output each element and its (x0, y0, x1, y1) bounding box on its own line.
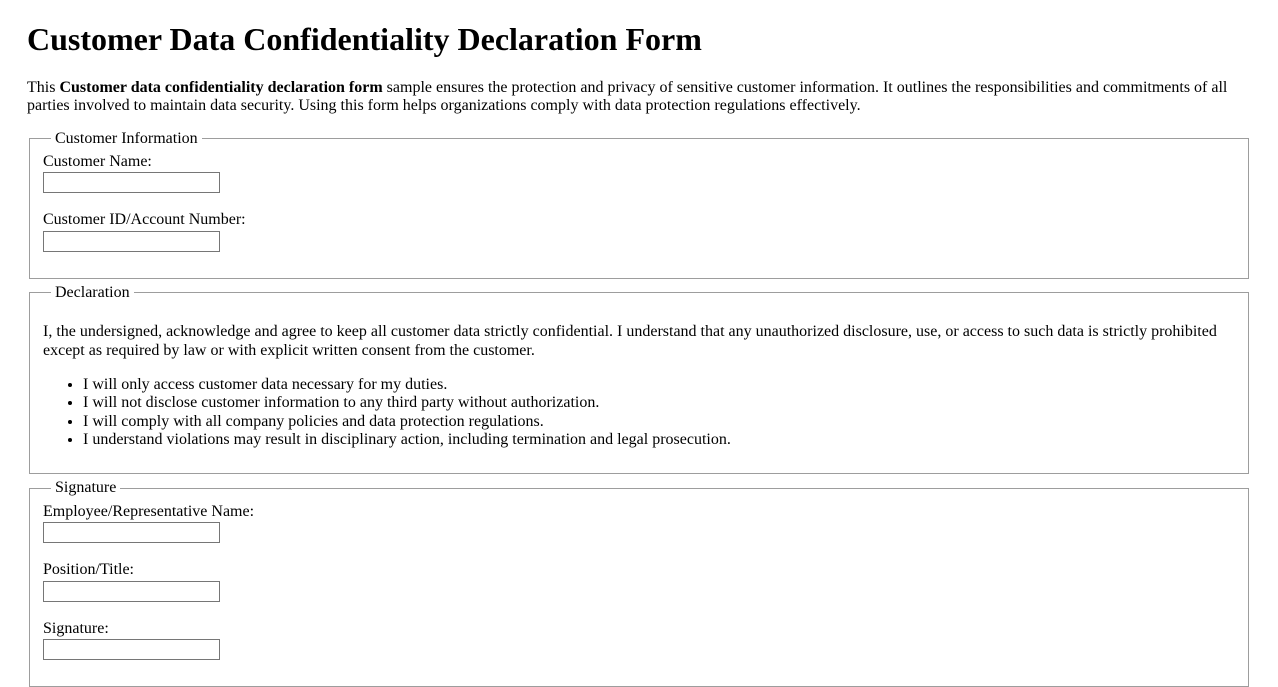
customer-name-field-group (43, 153, 1236, 193)
declaration-bullet-item: • I will only access customer data necessary for my duties. (83, 376, 1236, 394)
declaration-statement: I, the undersigned, acknowledge and agree to keep all customer data strictly confidential. I understand that any unauthorized disclosure, use, or access to such data is strictly prohibited except as required by law or with explicit written consent from the customer. (43, 323, 1217, 359)
customer-information-section (29, 130, 1249, 279)
intro-text-bold: Customer data confidentiality declaration form (59, 78, 383, 96)
declaration-section (29, 284, 1249, 475)
employee-name-input[interactable] (43, 522, 220, 543)
customer-id-label: Customer ID/Account Number: (43, 211, 246, 229)
intro-text-post: sample ensures the protection and privacy of sensitive customer information. It outlines the responsibilities and commitments of all parties involved to maintain data security. Using this form helps organizations comply with data protection regulations effectively. (27, 78, 1228, 115)
intro-paragraph (27, 79, 1251, 116)
customer-id-field-group (43, 211, 1236, 251)
signature-label: Signature: (43, 619, 109, 637)
signature-section (29, 479, 1249, 687)
declaration-bullet-item: • I will comply with all company policies and data protection regulations. (83, 413, 1236, 431)
declaration-legend: Declaration (55, 283, 130, 301)
intro-text-pre: This (27, 78, 60, 96)
confidentiality-form (27, 130, 1251, 687)
page-container (27, 21, 1251, 687)
customer-information-legend: Customer Information (55, 129, 198, 147)
position-title-label: Position/Title: (43, 561, 134, 579)
employee-name-label: Employee/Representative Name: (43, 502, 255, 520)
customer-name-input[interactable] (43, 172, 220, 193)
position-title-field-group (43, 561, 1236, 601)
employee-name-field-group (43, 503, 1236, 543)
position-title-input[interactable] (43, 581, 220, 602)
customer-name-label: Customer Name: (43, 152, 152, 170)
page-title: Customer Data Confidentiality Declaration Form (27, 21, 702, 57)
customer-id-input[interactable] (43, 231, 220, 252)
signature-legend: Signature (55, 479, 117, 497)
declaration-bullet-item: • I will not disclose customer information to any third party without authorization. (83, 394, 1236, 412)
declaration-bullet-list (43, 376, 1236, 450)
declaration-bullet-item: • I understand violations may result in disciplinary action, including termination and legal prosecution. (83, 431, 1236, 449)
signature-field-group (43, 620, 1236, 660)
